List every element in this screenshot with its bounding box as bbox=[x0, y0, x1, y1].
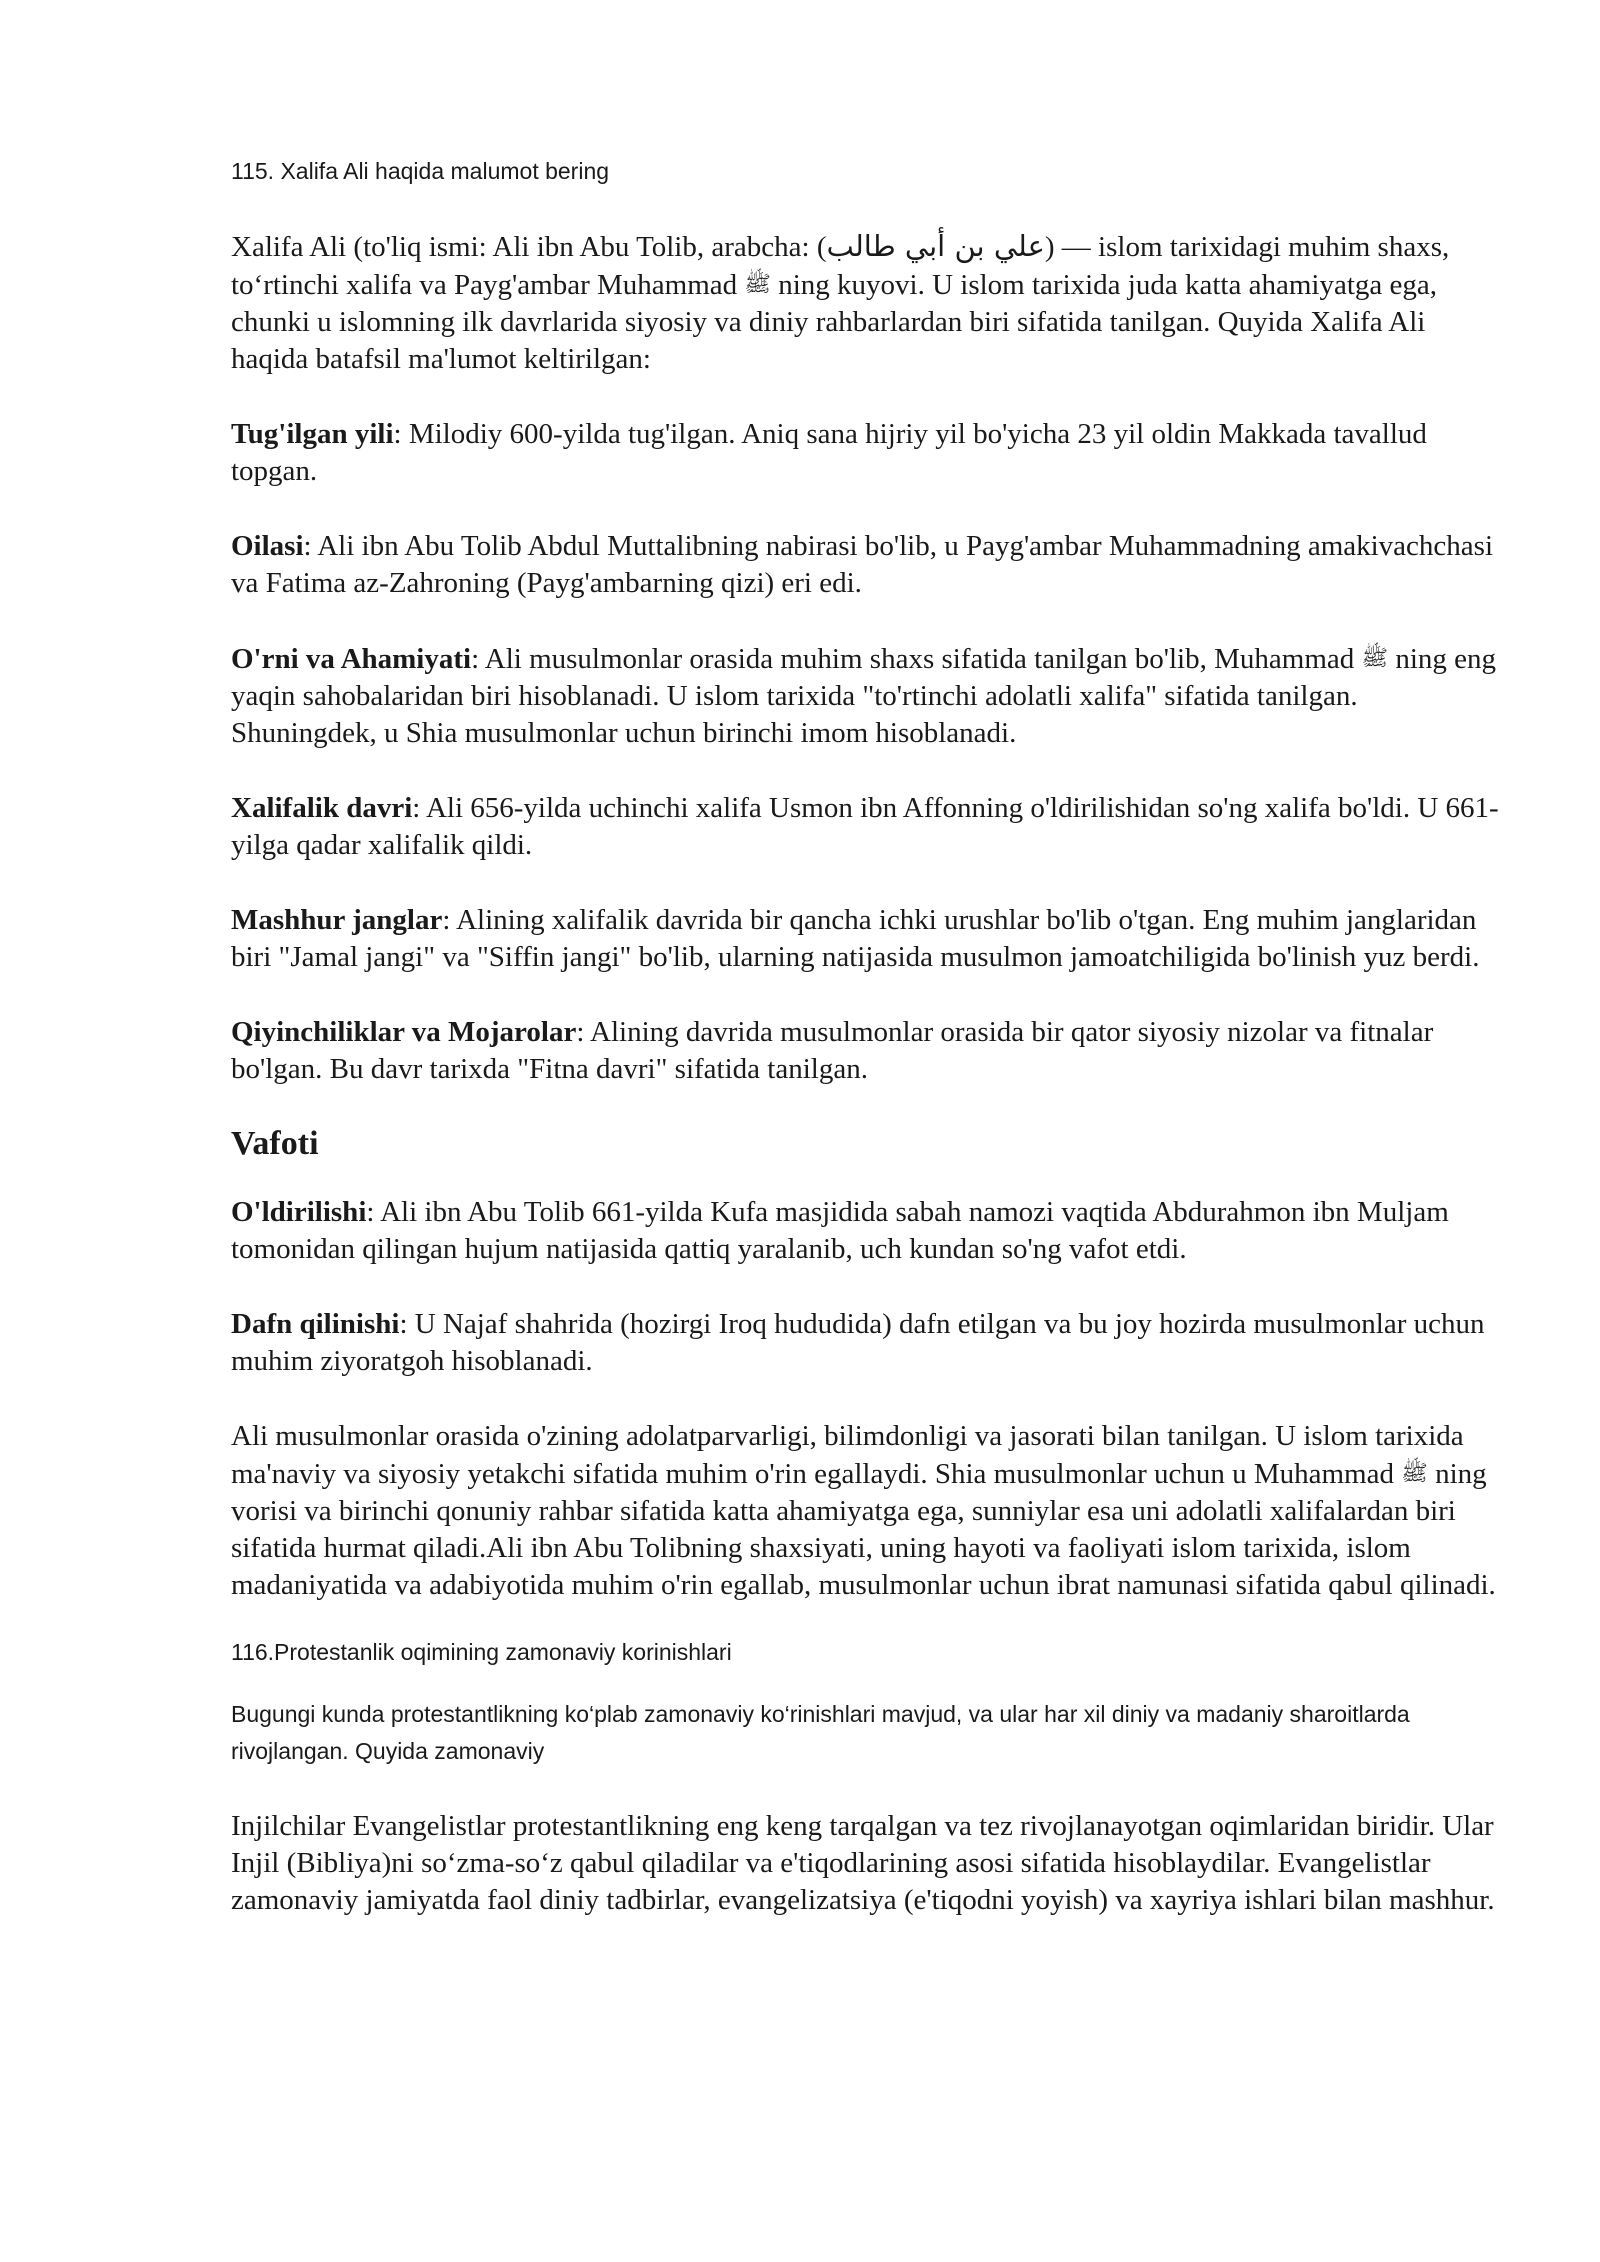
item-label: Tug'ilgan yili bbox=[231, 418, 394, 450]
conclusion-text-2: ning vorisi va birinchi qonuniy rahbar sifatida katta ahamiyatga ega, sunniylar esa uni adolatli xalifalardan biri sifatida hurmat qiladi.Ali ibn Abu Tolibning shaxsiyati, uning hayoti va faoliyati islom tarixida, islom madaniyatida va adabiyotida muhim o'rin egallab, musulmonlar uchun ibrat namunasi sifatida qabul qilinadi. bbox=[231, 1458, 1496, 1601]
salawat-icon: ﷺ bbox=[1401, 1461, 1428, 1486]
question-116-title: 116.Protestanlik oqimining zamonaviy korinishlari bbox=[231, 1639, 732, 1665]
intro-text-2: ) — islom tarixidagi muhim shaxs, to‘rtinchi xalifa va Payg'ambar Muhammad bbox=[231, 231, 1450, 301]
intro-text-1: Xalifa Ali (to'liq ismi: Ali ibn Abu Tolib, arabcha: ( bbox=[231, 231, 827, 263]
item-text: : Ali ibn Abu Tolib 661-yilda Kufa masjidida sabah namozi vaqtida Abdurahmon ibn Muljam tomonidan qilingan hujum natijasida qattiq yaralanib, uch kundan so'ng vafot etdi. bbox=[231, 1196, 1449, 1265]
intro-paragraph bbox=[231, 228, 1501, 378]
item-text: : Ali musulmonlar orasida muhim shaxs sifatida tanilgan bo'lib, Muhammad bbox=[471, 643, 1362, 675]
conclusion-paragraph bbox=[231, 1418, 1501, 1604]
item-assassination bbox=[231, 1194, 1501, 1268]
arabic-name: علي بن أبي طالب bbox=[826, 229, 1045, 263]
document-content bbox=[231, 153, 1501, 1957]
item-label: Qiyinchiliklar va Mojarolar bbox=[231, 1016, 577, 1048]
item-text: : Alining davrida musulmonlar orasida bir qator siyosiy nizolar va fitnalar bo'lgan. Bu davr tarixda "Fitna davri" sifatida tanilgan. bbox=[231, 1016, 1434, 1085]
item-text: : U Najaf shahrida (hozirgi Iroq hududida) dafn etilgan va bu joy hozirda musulmonlar uchun muhim ziyoratgoh hisoblanadi. bbox=[231, 1308, 1485, 1377]
item-burial bbox=[231, 1306, 1501, 1380]
salawat-icon: ﷺ bbox=[1361, 646, 1389, 671]
salawat-icon: ﷺ bbox=[744, 272, 771, 297]
item-text: : Ali 656-yilda uchinchi xalifa Usmon ibn Affonning o'ldirilishidan so'ng xalifa bo'ldi. U 661-yilga qadar xalifalik qildi. bbox=[231, 792, 1499, 861]
item-text-after: ning eng yaqin sahobalaridan biri hisoblanadi. U islom tarixida "to'rtinchi adolatli xalifa" sifatida tanilgan. Shuningdek, u Shia musulmonlar uchun birinchi imom hisoblanadi. bbox=[231, 643, 1497, 749]
intro-text-3: ning kuyovi. U islom tarixida juda katta ahamiyatga ega, chunki u islomning ilk davrlarida siyosiy va diniy rahbarlardan biri sifatida tanilgan. Quyida Xalifa Ali haqida batafsil ma'lumot keltirilgan: bbox=[231, 269, 1437, 375]
item-family bbox=[231, 528, 1501, 602]
item-label: O'rni va Ahamiyati bbox=[231, 643, 472, 675]
item-label: Oilasi bbox=[231, 530, 304, 562]
item-label: Dafn qilinishi bbox=[231, 1308, 400, 1340]
question-116-intro: Bugungi kunda protestantlikning ko‘plab zamonaviy ko‘rinishlari mavjud, va ular har xil diniy va madaniy sharoitlarda rivojlangan. Quyida zamonaviy bbox=[231, 1701, 1410, 1764]
item-difficulties-conflicts bbox=[231, 1014, 1501, 1088]
conclusion-text-1: Ali musulmonlar orasida o'zining adolatparvarligi, bilimdonligi va jasorati bilan tanilgan. U islom tarixida ma'naviy va siyosiy yetakchi sifatida muhim o'rin egallaydi. Shia musulmonlar uchun u Muhammad bbox=[231, 1420, 1464, 1490]
item-label: Mashhur janglar bbox=[231, 904, 443, 936]
section-heading-vafoti: Vafoti bbox=[231, 1125, 319, 1162]
item-caliphate-period bbox=[231, 790, 1501, 864]
item-label: O'ldirilishi bbox=[231, 1196, 367, 1228]
item-birth-year bbox=[231, 416, 1501, 490]
item-text: : Alining xalifalik davrida bir qancha ichki urushlar bo'lib o'tgan. Eng muhim janglaridan biri "Jamal jangi" va "Siffin jangi" bo'lib, ularning natijasida musulmon jamoatchiligida bo'linish yuz berdi. bbox=[231, 904, 1480, 973]
item-famous-battles bbox=[231, 902, 1501, 976]
item-text: : Milodiy 600-yilda tug'ilgan. Aniq sana hijriy yil bo'yicha 23 yil oldin Makkada tavallud topgan. bbox=[231, 418, 1427, 487]
item-text: : Ali ibn Abu Tolib Abdul Muttalibning nabirasi bo'lib, u Payg'ambar Muhammadning amakivachchasi va Fatima az-Zahroning (Payg'ambarning qizi) eri edi. bbox=[231, 530, 1494, 599]
item-label: Xalifalik davri bbox=[231, 792, 413, 824]
item-role-significance bbox=[231, 640, 1501, 752]
question-115-title: 115. Xalifa Ali haqida malumot bering bbox=[231, 158, 610, 184]
evangelists-paragraph: Injilchilar Evangelistlar protestantlikning eng keng tarqalgan va tez rivojlanayotgan oqimlaridan biridir. Ular Injil (Bibliya)ni so‘zma-so‘z qabul qiladilar va e'tiqodlarining asosi sifatida hisoblaydilar. Evangelistlar zamonaviy jamiyatda faol diniy tadbirlar, evangelizatsiya (e'tiqodni yoyish) va xayriya ishlari bilan mashhur. bbox=[231, 1810, 1495, 1916]
